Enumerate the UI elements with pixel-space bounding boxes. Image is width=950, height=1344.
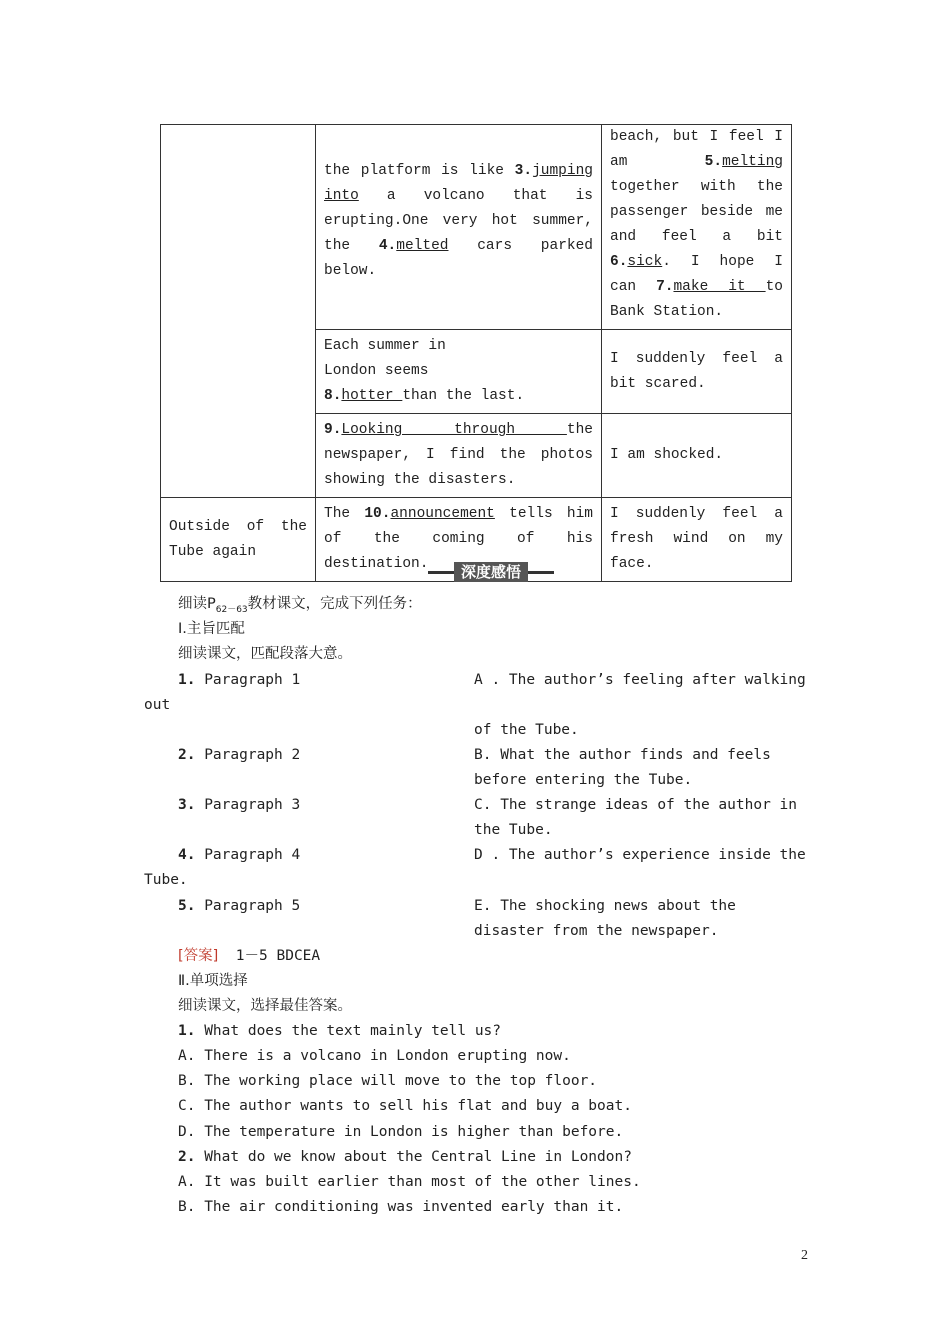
part2-instruction: 细读课文，选择最佳答案。 [178,998,352,1014]
match-option-wrap: of the Tube. [474,722,579,738]
section-banner [428,562,554,582]
table-cell: Each summer in London seems 8.hotter than the last. [316,330,602,414]
table-cell: I suddenly feel a fresh wind on my face. [602,498,792,582]
option: C. The author wants to sell his flat and buy a boat. [178,1098,632,1114]
question-2: 2. What do we know about the Central Line in London? [178,1149,632,1165]
part2-heading: Ⅱ.单项选择 [178,973,248,989]
match-option: A . The author’s feeling after walking [474,672,806,688]
part1-heading: Ⅰ.主旨匹配 [178,621,245,637]
section-title: 深度感悟 [454,562,528,582]
option: B. The working place will move to the top floor. [178,1073,598,1089]
list-item: 3. Paragraph 3 [178,797,301,813]
match-option-wrap: out [144,697,171,713]
match-option-wrap: the Tube. [474,822,553,838]
table-cell: 9.Looking through the newspaper, I find the photos showing the disasters. [316,414,602,498]
table-cell: Outside of the Tube again [161,498,316,582]
answer-text: 1－5 BDCEA [235,948,321,964]
list-item: 1. Paragraph 1 [178,672,301,688]
page-number: 2 [801,1248,808,1263]
option: A. There is a volcano in London erupting now. [178,1048,571,1064]
table-cell: I am shocked. [602,414,792,498]
match-option-wrap: disaster from the newspaper. [474,923,719,939]
table-cell: I suddenly feel a bit scared. [602,330,792,414]
match-option: D . The author’s experience inside the [474,847,806,863]
table-cell: the platform is like 3.jumping into a volcano that is erupting.One very hot summer, the 4.melted cars parked below. [316,125,602,330]
option: B. The air conditioning was invented early than it. [178,1199,624,1215]
question-1: 1. What does the text mainly tell us? [178,1023,502,1039]
option: D. The temperature in London is higher than before. [178,1124,624,1140]
table-cell: beach, but I feel I am 5.melting together with the passenger beside me and feel a bit 6.sick. I hope I can 7.make it to Bank Station. [602,125,792,330]
list-item: 2. Paragraph 2 [178,747,301,763]
match-option: E. The shocking news about the [474,898,736,914]
option: A. It was built earlier than most of the other lines. [178,1174,641,1190]
match-option-wrap: Tube. [144,872,188,888]
banner-rule-left [428,571,454,574]
story-table [160,124,792,582]
intro-line: 细读$P_{62-63}$教材课文，完成下列任务： [178,596,422,615]
match-option: B. What the author finds and feels [474,747,771,763]
answer-tag: [答案] [178,948,219,964]
match-option: C. The strange ideas of the author in [474,797,798,813]
answer-line [178,944,320,969]
table-cell-empty [161,125,316,498]
list-item: 5. Paragraph 5 [178,898,301,914]
part1-instruction: 细读课文，匹配段落大意。 [178,646,352,662]
list-item: 4. Paragraph 4 [178,847,301,863]
table-cell: The 10.announcement tells him of the coming of his destination. [316,498,602,582]
match-option-wrap: before entering the Tube. [474,772,693,788]
banner-rule-right [528,571,554,574]
